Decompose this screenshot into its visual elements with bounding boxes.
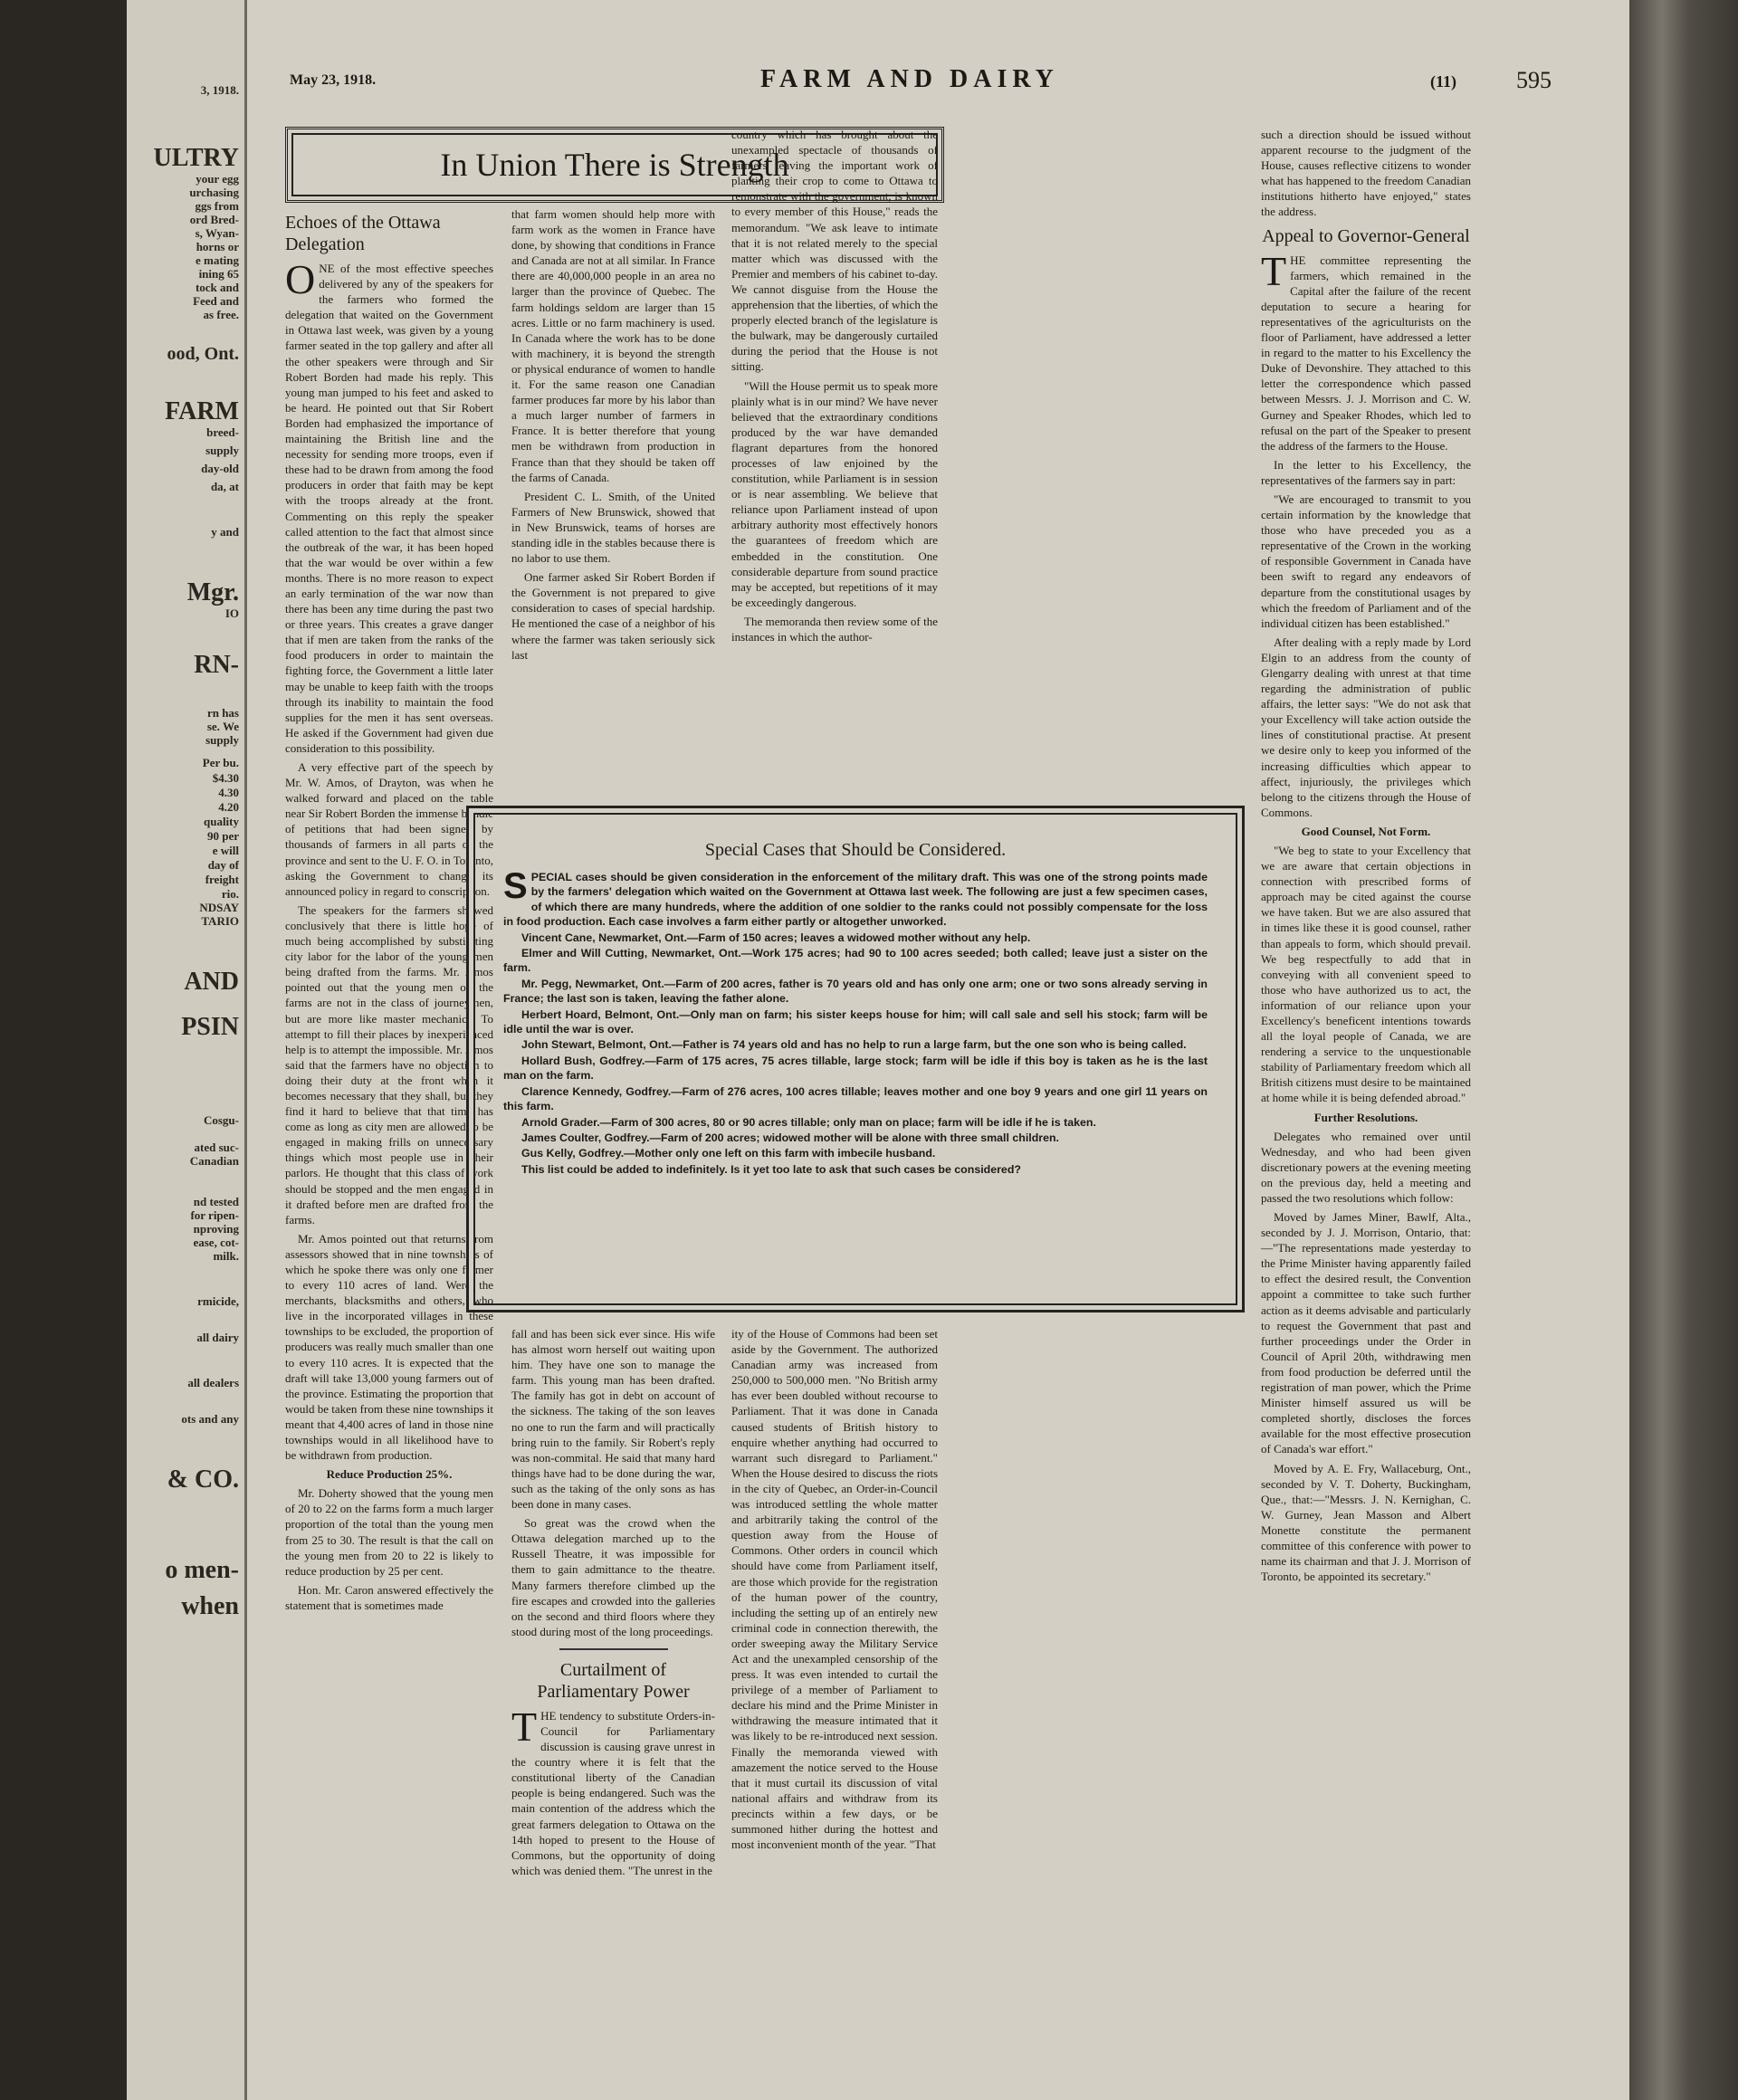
facing-page-fragment: as free. xyxy=(203,308,239,321)
echoes-continued-paragraph: that farm women should help more with farm work as the women in France have done, by showing that conditions in France and Canada are not at all similar. In France there are 40,000,000 people in an area no larger than the province of Quebec. The farm holdings seldom are larger than 15 acres. Little or no farm machinery is used. In Canada where the work has to be done with machinery, it is beyond the strength or physical endurance of women to handle it. For the same reason one Canadian farmer produces far more by his labor than a much larger number of farmers in France. It is better therefore that young men be withdrawn from production in France than that they should be taken off the farms of Canada. xyxy=(511,207,715,484)
facing-page-fragment: ease, cot- xyxy=(193,1236,239,1249)
facing-page-fragment: supply xyxy=(205,444,239,457)
facing-page-fragment: ining 65 xyxy=(198,267,239,281)
facing-page-fragment: Cosgu- xyxy=(203,1113,239,1127)
facing-page-fragment: day-old xyxy=(201,462,239,475)
adjacent-page-strip xyxy=(127,0,247,2100)
facing-page-fragment: TARIO xyxy=(201,914,239,928)
column-4 xyxy=(1261,127,1471,2086)
echoes-paragraph: Hon. Mr. Caron answered effectively the statement that is sometimes made xyxy=(285,1582,493,1612)
facing-page-fragment: o men- xyxy=(165,1556,239,1584)
resolution-paragraph: Moved by A. E. Fry, Wallaceburg, Ont., seconded by V. T. Doherty, Buckingham, Que., that:—"Messrs. J. N. Kernighan, C. W. Gurney, Jean Masson and Albert Monette constitute the permanent committee of this conference with power to name its chairman and that J. J. Morrison of Toronto, be appointed its secretary." xyxy=(1261,1461,1471,1584)
issue-date: May 23, 1918. xyxy=(290,72,377,88)
facing-page-fragment: freight xyxy=(205,873,239,886)
curtailment-headline: Curtailment of Parliamentary Power xyxy=(537,1659,690,1702)
special-case-item: Herbert Hoard, Belmont, Ont.—Only man on farm; his sister keeps house for him; will call sale and sell his stock; farm will be idle until the war is over. xyxy=(503,1007,1208,1036)
special-case-item: Gus Kelly, Godfrey.—Mother only one left on this farm with imbecile husband. xyxy=(521,1147,936,1160)
section-divider xyxy=(559,1648,668,1650)
further-resolutions-subhead: Further Resolutions. xyxy=(1313,1110,1418,1124)
special-case-item: Mr. Pegg, Newmarket, Ont.—Farm of 200 acres, father is 70 years old and has only one arm; one or two sons already serving in France; the last son is taken, leaving the father alone. xyxy=(503,977,1208,1006)
facing-page-fragment: IO xyxy=(224,606,239,620)
facing-page-fragment: e mating xyxy=(195,253,239,267)
publication-title: FARM AND DAIRY xyxy=(760,65,1059,93)
facing-page-fragment: e will xyxy=(212,844,239,857)
facing-page-fragment: ULTRY xyxy=(153,144,239,172)
special-case-item: Elmer and Will Cutting, Newmarket, Ont.—Work 175 acres; had 90 to 100 acres seeded; both called; leave just a sister on the farm. xyxy=(503,947,1208,975)
special-case-item: This list could be added to indefinitely. Is it yet too late to ask that such cases be considered? xyxy=(521,1162,1021,1176)
facing-page-fragment: y and xyxy=(211,525,239,539)
appeal-paragraph: In the letter to his Excellency, the representatives of the farmers say in part: xyxy=(1261,457,1471,487)
section-number: (11) xyxy=(1430,72,1456,91)
echoes-headline: Echoes of the Ottawa Delegation xyxy=(285,213,441,254)
echoes-continued-paragraph: So great was the crowd when the Ottawa delegation marched up to the Russell Theatre, it was impossible for them to gain admittance to the theatre. Many farmers therefore climbed up the fire escapes and crowded into the galleries on the second and third floors where they stood during most of the long proceedings. xyxy=(511,1516,715,1638)
facing-page-fragment: rio. xyxy=(221,887,239,901)
echoes-paragraph: ONE of the most effective speeches delivered by any of the speakers for the farmers who formed the delegation that waited on the Government in Ottawa last week, was given by a young farmer seated in the top gallery and after all the other speakers were through and Sir Robert Borden had made his reply. This young man jumped to his feet and asked to be heard. He pointed out that Sir Robert Borden had emphasized the importance of maintaining the British line and the necessity for sending more troops, even if these had to be drawn from among the food producers in order that faith may be kept with the troops already at the front. Commenting on this reply the speaker called attention to the fact that almost since the outbreak of the war, it has been hoped that the war would be over within a few months. There is no more reason to expect an early termination of the war now than there has been any time during the past two or three years. This creates a grave danger that if men are taken from the ranks of the food producers in order to maintain the fighting force, the Government a little later may be unable to keep faith with the troops through its inability to maintain the food supplies for the men it has sent overseas. He asked if the Government had given due consideration to this possibility. xyxy=(285,256,493,755)
address-paragraph: such a direction should be issued without apparent recourse to the judgment of the House, causes reflective citizens to wonder what has happened to the freedom Canadian institutions hitherto have enjoyed," states the address. xyxy=(1261,128,1471,219)
facing-page-fragment: for ripen- xyxy=(190,1208,239,1222)
facing-page-fragment: RN- xyxy=(194,651,239,679)
facing-page-fragment: s, Wyan- xyxy=(195,226,239,240)
facing-page-fragment: AND xyxy=(184,968,239,996)
column-2-bottom xyxy=(511,1326,715,2086)
facing-page-fragment: Feed and xyxy=(193,294,239,308)
special-case-item: Vincent Cane, Newmarket, Ont.—Farm of 150 acres; leaves a widowed mother without any help. xyxy=(521,931,1031,944)
column-1 xyxy=(285,206,493,2080)
facing-page-fragment: nproving xyxy=(193,1222,239,1236)
facing-page-fragment: PSIN xyxy=(181,1013,239,1041)
appeal-paragraph: "We beg to state to your Excellency that we are aware that certain objections in connection with prescribed forms of approach may be cited against the course we have taken. But we are also assured that in times like these it is good counsel, rather than appeals to form, which should prevail. We beg respectfully to add that in conveying with all convenient speed to those who have authorized us to act, the information of our reliance upon your Excellency's beneficent intentions towards all the loyal people of Canada, we are rendering a service to the unquestionable stability of Parliamentary freedom which all British citizens must desire to be maintained at home while it is being defended abroad." xyxy=(1261,843,1471,1105)
special-case-item: John Stewart, Belmont, Ont.—Father is 74 years old and has no help to run a large farm, but the one son who is being called. xyxy=(521,1038,1187,1052)
facing-page-fragment: $4.30 xyxy=(212,771,239,785)
column-2-top xyxy=(511,206,715,795)
facing-page-fragment: ated suc- xyxy=(194,1141,239,1154)
facing-page-fragment: 4.30 xyxy=(218,786,239,799)
appeal-paragraph: After dealing with a reply made by Lord Elgin to an address from the county of Glengarry dealing with unrest at that time regarding the administration of public affairs, the letter says: "We do not ask that your Excellency will take action outside the lines of constitutional practise. At present we desire only to keep you informed of the increasing difficulties which appear to affect, injuriously, the privileges which belong to the citizens through the House of Commons. xyxy=(1261,635,1471,819)
facing-page-fragment: ots and any xyxy=(181,1412,239,1426)
page-number: 595 xyxy=(1516,67,1552,93)
facing-page-fragment: FARM xyxy=(165,397,239,425)
curtailment-paragraph: ity of the House of Commons had been set aside by the Government. The authorized Canadian army was increased from 250,000 to 500,000 men. "No British army has ever been doubled without recourse to Parliament. That it was done in Canada caused students of British history to enquire whether anything had occurred to warrant such disregard to Parliament." When the House desired to discuss the riots in the city of Quebec, an Order-in-Council was introduced settling the whole matter and arbitrarily taking the control of the question away from the House of Commons. Other orders in council which should have come from Parliament itself, are those which provide for the registration of the human power of the country, including the setting up of an entirely new criminal code in connection therewith, the order sweeping away the Military Service Act and the unexampled censorship of the press. It was even intended to curtail the privilege of a member of Parliament to declare his mind and the Prime Minister in withdrawing the measure intimated that it was likely to be re-introduced next session. Finally the memoranda viewed with amazement the notice served to the House that it must curtail its discussion of vital national affairs and withdraw from its precincts within a few days, or be summoned hither during the hottest and most inconvenient month of the year. "That xyxy=(731,1327,938,1852)
appeal-headline: Appeal to Governor-General xyxy=(1262,225,1470,246)
special-case-item: Arnold Grader.—Farm of 300 acres, 80 or 90 acres tillable; only man on place; farm will be idle if he is taken. xyxy=(521,1115,1096,1129)
reduce-production-subhead: Reduce Production 25%. xyxy=(326,1467,453,1482)
facing-page-fragment: all dairy xyxy=(196,1331,239,1344)
facing-page-fragment: Per bu. xyxy=(202,756,239,769)
column-3-top xyxy=(731,127,938,795)
special-cases-box xyxy=(466,806,1245,1312)
facing-page-fragment: 3, 1918. xyxy=(200,83,239,97)
echoes-continued-paragraph: One farmer asked Sir Robert Borden if the Government is not prepared to give consideration to cases of special hardship. He mentioned the case of a neighbor of his where the farmer was taken seriously sick last xyxy=(511,570,715,662)
echoes-continued-paragraph: fall and has been sick ever since. His wife has almost worn herself out waiting upon him. They have one son to manage the farm. This young man has been drafted. The family has got in debt on account of the sickness. The taking of the son leaves no one to run the farm and will practically bring ruin to the family. Sir Robert's reply was non-commital. He said that many hard things have had to be done during the war, such as the taking of the only sons as has been done in many cases. xyxy=(511,1327,715,1512)
column-3-bottom xyxy=(731,1326,938,2086)
facing-page-fragment: 4.20 xyxy=(218,800,239,814)
facing-page-fragment: when xyxy=(181,1592,239,1620)
facing-page-fragment: rmicide, xyxy=(197,1294,239,1308)
facing-page-fragment: Mgr. xyxy=(186,578,239,606)
facing-page-fragment: supply xyxy=(205,733,239,747)
special-case-item: James Coulter, Godfrey.—Farm of 200 acres; widowed mother will be alone with three small children. xyxy=(521,1131,1059,1144)
facing-page-fragment: Canadian xyxy=(189,1154,239,1168)
facing-page-fragment: milk. xyxy=(213,1249,239,1263)
special-cases-intro: SPECIAL cases should be given consideration in the enforcement of the military draft. This was one of the strong points made by the farmers' delegation which waited on the Government at Ottawa last week. The following are just a few specimen cases, of which there are many hundreds, where the addition of one soldier to the ranks could not possibly compensate for the loss in food production. Each case involves a farm either partly or altogether unworked. xyxy=(503,866,1208,929)
book-binding-gutter xyxy=(1629,0,1738,2100)
facing-page-fragment: day of xyxy=(207,858,239,872)
facing-page-fragment: tock and xyxy=(195,281,239,294)
facing-page-fragment: urchasing xyxy=(189,186,239,199)
facing-page-fragment: & CO. xyxy=(167,1465,239,1494)
facing-page-fragment: all dealers xyxy=(187,1376,239,1389)
newspaper-page xyxy=(127,0,1629,2100)
curtailment-paragraph: THE tendency to substitute Orders-in-Council for Parliamentary discussion is causing grave unrest in the country where it is felt that the constitutional liberty of the Canadian people is being endangered. Such was the main contention of the address which the great farmers delegation to Ottawa on the 14th hoped to present to the House of Commons, but the opportunity of doing which was denied them. "The unrest in the xyxy=(511,1703,715,1877)
echoes-paragraph: Mr. Doherty showed that the young men of 20 to 22 on the farms form a much larger proportion of the total than the young men from 25 to 30. The result is that the call on the young men from 20 to 22 is likely to reduce production by 25 per cent. xyxy=(285,1486,493,1578)
echoes-paragraph: The speakers for the farmers showed conclusively that there is little hope of much being accomplished by substituting city labor for the labor of the young men being drafted from the farms. Mr. Amos pointed out that the young men on the farms are not in the class of journeymen, but are more like master mechanics. To attempt to fill their places by inexperienced help is to attempt the impossible. Mr. Amos said that the farmers have no objection to doing their duty at the front when it becomes necessary that they shall, but they find it hard to believe that that time has come as long as city men are allowed to be engaged in making frills on unnecessary things which most people use in their parlors. He thought that this class of work should be stopped and the men engaged in it drafted before men are drafted from the farms. xyxy=(285,902,493,1227)
memorandum-paragraph: "Will the House permit us to speak more plainly what is in our mind? We have never believed that the extraordinary conditions produced by the war have demanded flagrant departures from the honored processes of law enjoined by the constitution, while Parliament is in session or is near assembling. We believe that reliance upon Parliament instead of upon arbitrary authority most effectively honors the guarantees of freedom which are embedded in the constitution. One considerable departure from sound practice may be accepted, but repetitions of it may be exceedingly dangerous. xyxy=(731,378,938,609)
resolution-paragraph: Delegates who remained over until Wednesday, and who had been given discretionary powers at the evening meeting on the previous day, held a meeting and passed the two resolutions which follow: xyxy=(1261,1129,1471,1205)
facing-page-fragment: 90 per xyxy=(206,829,239,843)
facing-page-fragment: se. We xyxy=(206,720,239,733)
echoes-continued-paragraph: President C. L. Smith, of the United Farmers of New Brunswick, showed that in New Brunswick, teams of horses are standing idle in the stables because there is no labor to use them. xyxy=(511,489,715,566)
facing-page-fragment: da, at xyxy=(210,480,239,493)
facing-page-fragment: ord Bred- xyxy=(189,213,239,226)
facing-page-fragment: NDSAY xyxy=(199,901,239,914)
facing-page-fragment: nd tested xyxy=(193,1195,239,1208)
appeal-paragraph: THE committee representing the farmers, which remained in the Capital after the failure of the recent deputation to secure a hearing for representatives of the agriculturists on the floor of Parliament, have addressed a letter in regard to the matter to his Excellency the Duke of Devonshire. They attached to this letter the correspondence which passed between Messrs. J. J. Morrison and C. W. Gurney and Speaker Rhodes, which led to refusal on the part of the Speaker to present the address of the farmers to the House. xyxy=(1261,247,1471,453)
echoes-paragraph: A very effective part of the speech by Mr. W. Amos, of Drayton, was when he walked forward and placed on the table near Sir Robert Borden the immense bundle of petitions that had been signed by thousands of farmers in all parts of the province and sent to the U. F. O. in Toronto, asking the Government to change its announced policy in regard to conscription. xyxy=(285,760,493,898)
appeal-paragraph: "We are encouraged to transmit to you certain information by the knowledge that those who have preceded you as a representative of the Crown in the working of responsible Government in Canada have been swift to regard any endeavors of departure from the constitutional usages by which the freedom of Parliament and of the individual citizen has been established." xyxy=(1261,492,1471,630)
echoes-paragraph: Mr. Amos pointed out that returns from assessors showed that in nine townships of which he spoke there was only one farmer to every 110 acres of land. Were the merchants, blacksmiths and others, who live in the incorporated villages in these townships to be excluded, the proportion of producers was really much smaller than one to every 110 acres. It is expected that the draft will take 13,000 young farmers out of the province. Estimating the proportion that would be taken from these nine townships it meant that 4,400 acres of land in those nine townships would in all likelihood have to be withdrawn from production. xyxy=(285,1231,493,1463)
special-cases-headline: Special Cases that Should be Considered. xyxy=(704,840,1007,860)
facing-page-fragment: quality xyxy=(203,815,239,828)
facing-page-fragment: your egg xyxy=(196,172,239,186)
memorandum-paragraph: The memoranda then review some of the instances in which the author- xyxy=(731,614,938,644)
memorandum-paragraph: country which has brought about the unexampled spectacle of thousands of farmers leaving the important work of planting their crop to come to Ottawa to remonstrate with the government, is known to every member of this House," reads the memorandum. "We ask leave to intimate that it is not related merely to the special matter which was discussed with the Premier and members of his cabinet to-day. We cannot disguise from the House the apprehension that the liberties, of which the properly elected branch of the legislature is the bulwark, may be dangerously curtailed during the period that the House is not sitting. xyxy=(731,128,938,374)
resolution-paragraph: Moved by James Miner, Bawlf, Alta., seconded by J. J. Morrison, Ontario, that:—"The representations made yesterday to the Prime Minister having apparently failed to effect the desired result, the Convention appoint a committee to take such further action as it deems advisable and particularly to request the Government that past and further proceedings under the Order in Council of April 20th, withdrawing men from food production be deferred until the registration of man power, which the Prime Minister himself assured us will be completed shortly, discloses the forces available for the most effective prosecution of Canada's war effort." xyxy=(1261,1210,1471,1456)
facing-page-fragment: ggs from xyxy=(195,199,239,213)
facing-page-fragment: horns or xyxy=(196,240,239,253)
facing-page-fragment: breed- xyxy=(206,425,239,439)
facing-page-fragment: ood, Ont. xyxy=(167,344,239,364)
special-case-item: Clarence Kennedy, Godfrey.—Farm of 276 acres, 100 acres tillable; leaves mother and one boy 9 years and one girl 11 years on this farm. xyxy=(503,1084,1208,1113)
main-headline: In Union There is Strength xyxy=(440,147,789,183)
special-case-item: Hollard Bush, Godfrey.—Farm of 175 acres, 75 acres tillable, large stock; farm will be idle if this boy is taken as he is the last man on the farm. xyxy=(503,1054,1208,1083)
facing-page-fragment: rn has xyxy=(206,706,239,720)
good-counsel-subhead: Good Counsel, Not Form. xyxy=(1301,824,1431,838)
